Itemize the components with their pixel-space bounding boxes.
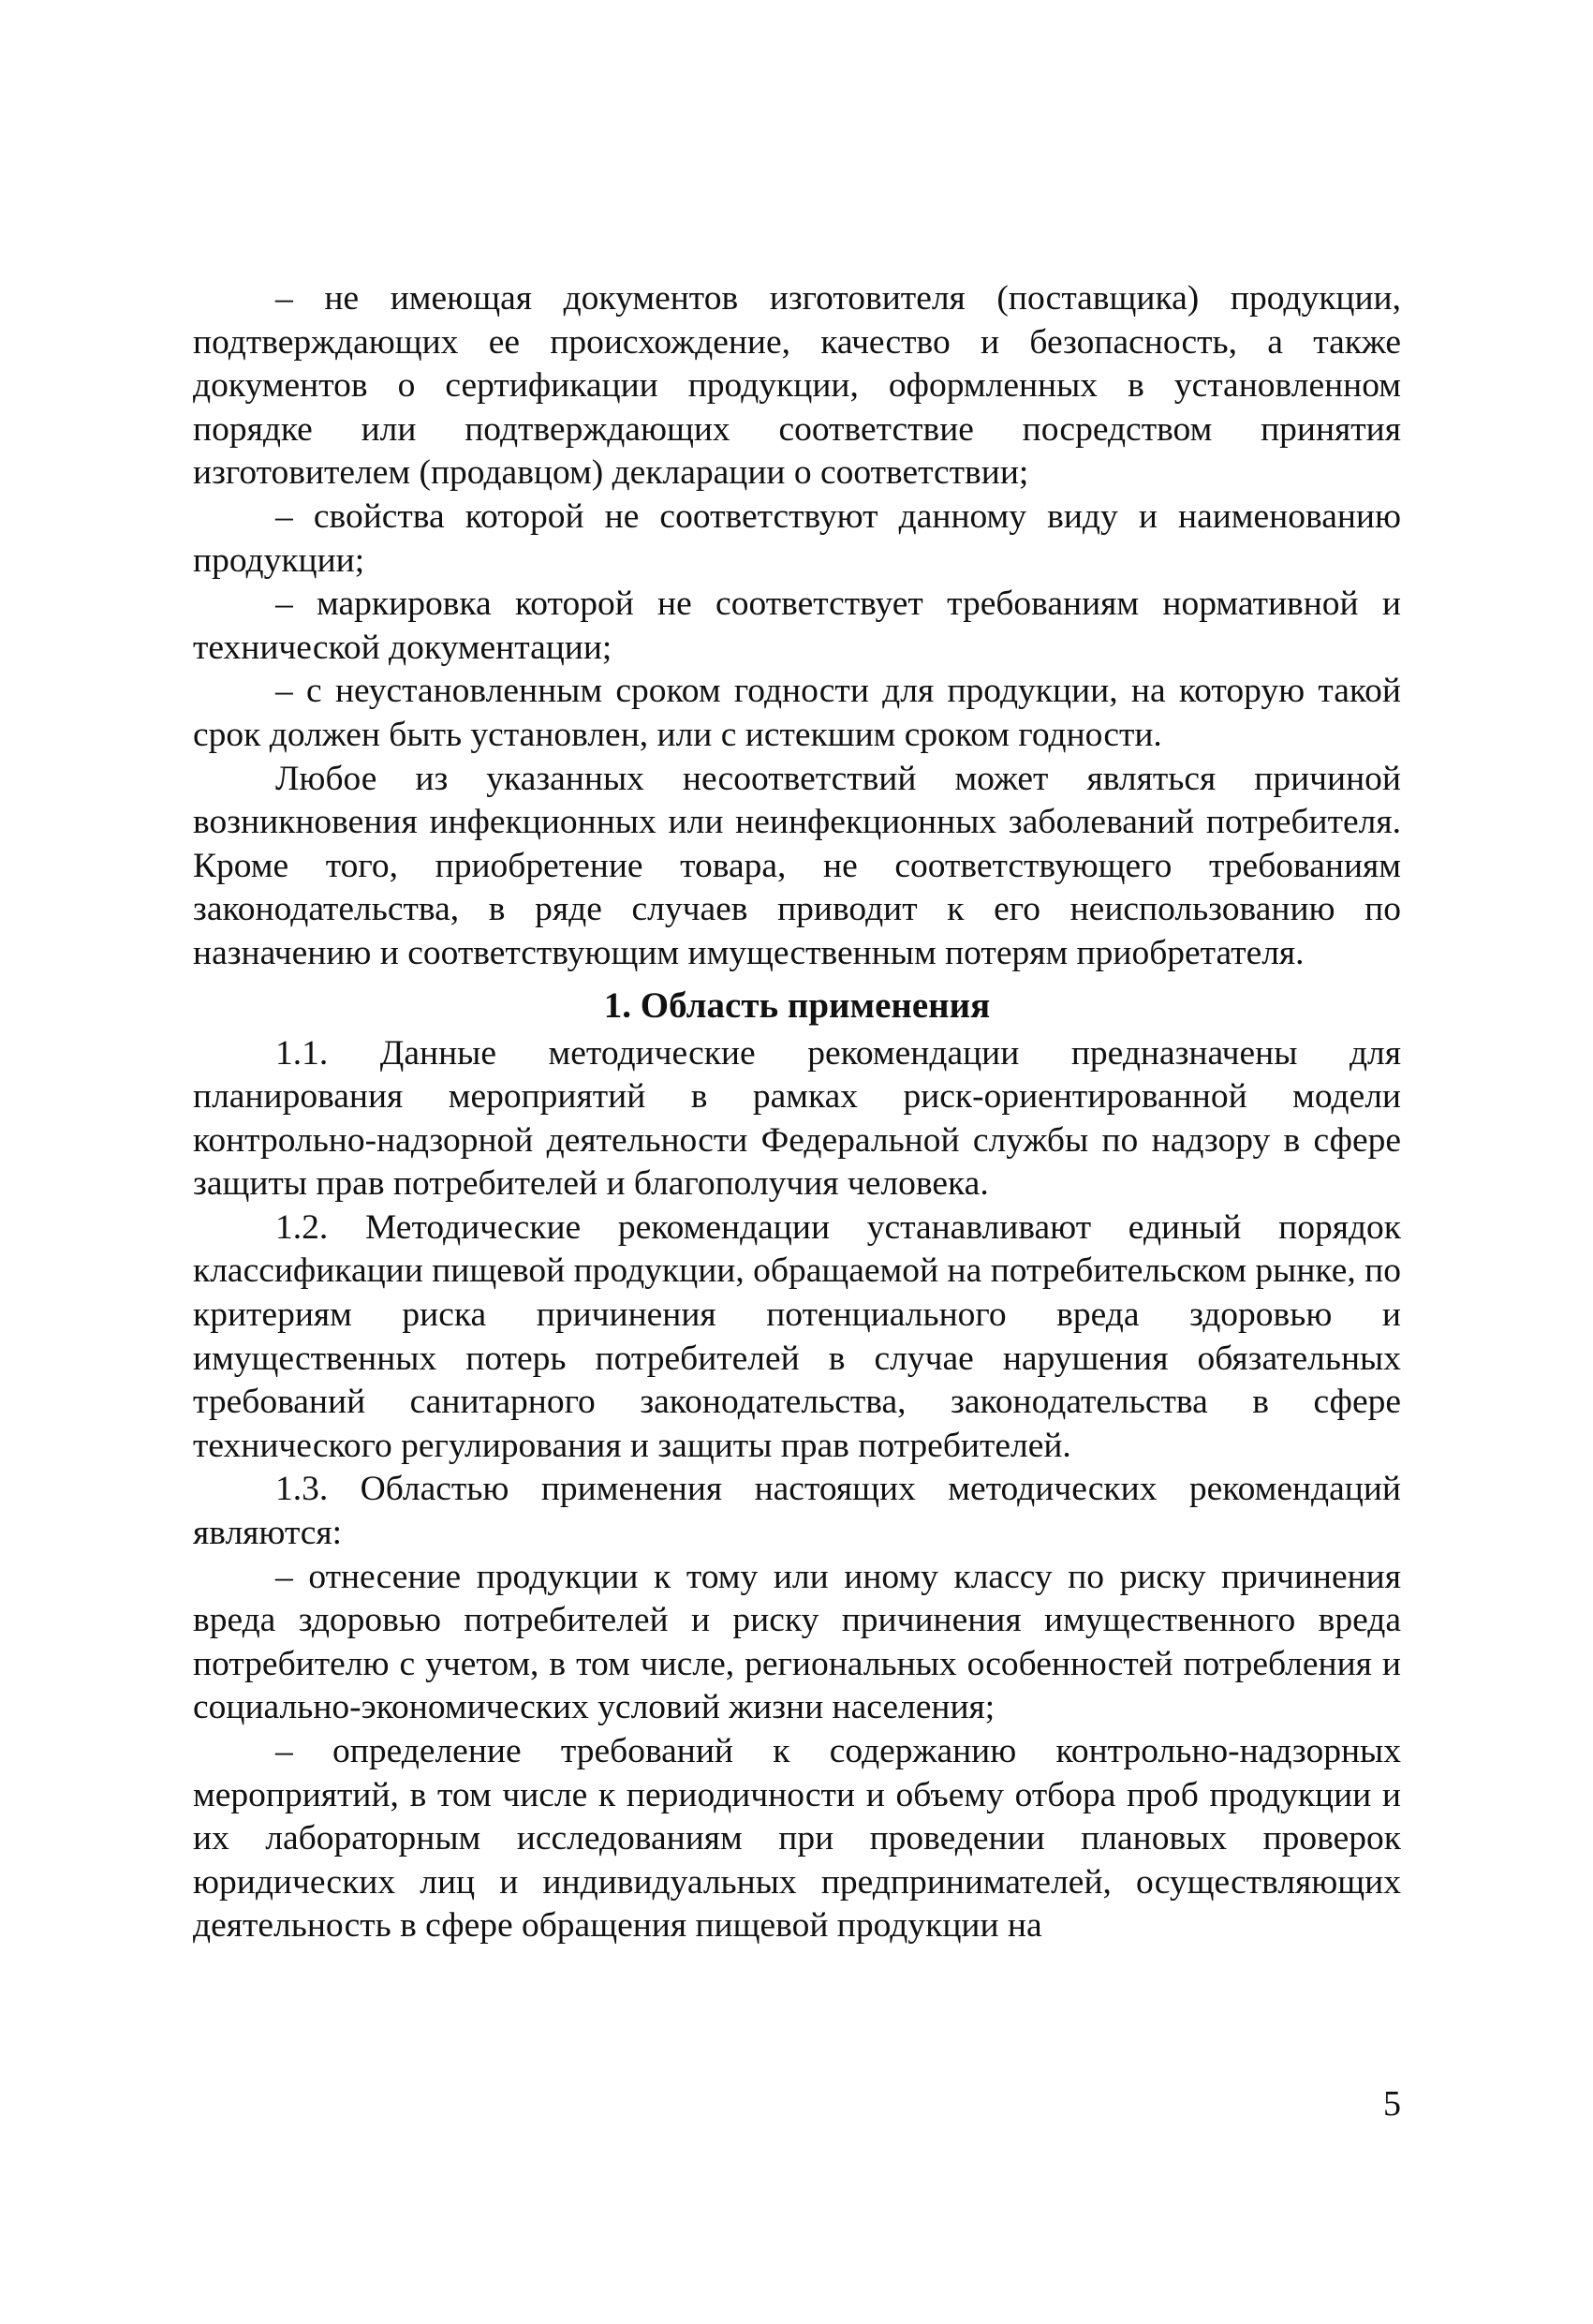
paragraph-1-1: 1.1. Данные методические рекомендации предназначены для планирования мероприятий в рамках риск-ориентированной модели контрольно-надзорной деятельности Федеральной службы по надзору в сфере защиты прав потребителей и благополучия человека. <box>193 1033 1401 1204</box>
section-title: 1. Область применения <box>603 984 991 1026</box>
paragraph-consequences: Любое из указанных несоответствий может являться причиной возникновения инфекционных или неинфекционных заболеваний потребителя. Кроме того, приобретение товара, не соответствующего требованиям законодательства, в ряде случаев приводит к его неиспользованию по назначению и соответствующим имущественным потерям приобретателя. <box>193 759 1401 972</box>
paragraph-1-2: 1.2. Методические рекомендации устанавливают единый порядок классификации пищевой продукции, обращаемой на потребительском рынке, по критериям риска причинения потенциального вреда здоровью и имущественных потерь потребителей в случае нарушения обязательных требований санитарного законодательства, законодательства в сфере технического регулирования и защиты прав потребителей. <box>193 1207 1401 1465</box>
page-number: 5 <box>1383 2084 1401 2124</box>
list-item-properties-mismatch: – свойства которой не соответствуют данному виду и наименованию продукции; <box>193 496 1401 580</box>
list-item-labeling-mismatch: – маркировка которой не соответствует требованиям нормативной и технической документации; <box>193 585 1401 667</box>
list-item-classification: – отнесение продукции к тому или иному классу по риску причинения вреда здоровью потребителей и риску причинения имущественного вреда потребителю с учетом, в том числе, региональных особенностей потребления и социально-экономических условий жизни населения; <box>193 1557 1401 1727</box>
document-body <box>193 277 1401 1948</box>
list-item-shelf-life: – с неустановленным сроком годности для продукции, на которую такой срок должен быть установлен, или с истекшим сроком годности. <box>193 672 1401 754</box>
paragraph-1-3: 1.3. Областью применения настоящих методических рекомендаций являются: <box>193 1470 1401 1553</box>
list-item-requirements: – определение требований к содержанию контрольно-надзорных мероприятий, в том числе к периодичности и объему отбора проб продукции и их лабораторным исследованиям при проведении плановых проверок юридических лиц и индивидуальных предпринимателей, осуществляющих деятельность в сфере обращения пищевой продукции на <box>193 1732 1401 1946</box>
list-item-no-documents: – не имеющая документов изготовителя (поставщика) продукции, подтверждающих ее происхождение, качество и безопасность, а также документов о сертификации продукции, оформленных в установленном порядке или подтверждающих соответствие посредством принятия изготовителем (продавцом) декларации о соответствии; <box>193 279 1401 493</box>
